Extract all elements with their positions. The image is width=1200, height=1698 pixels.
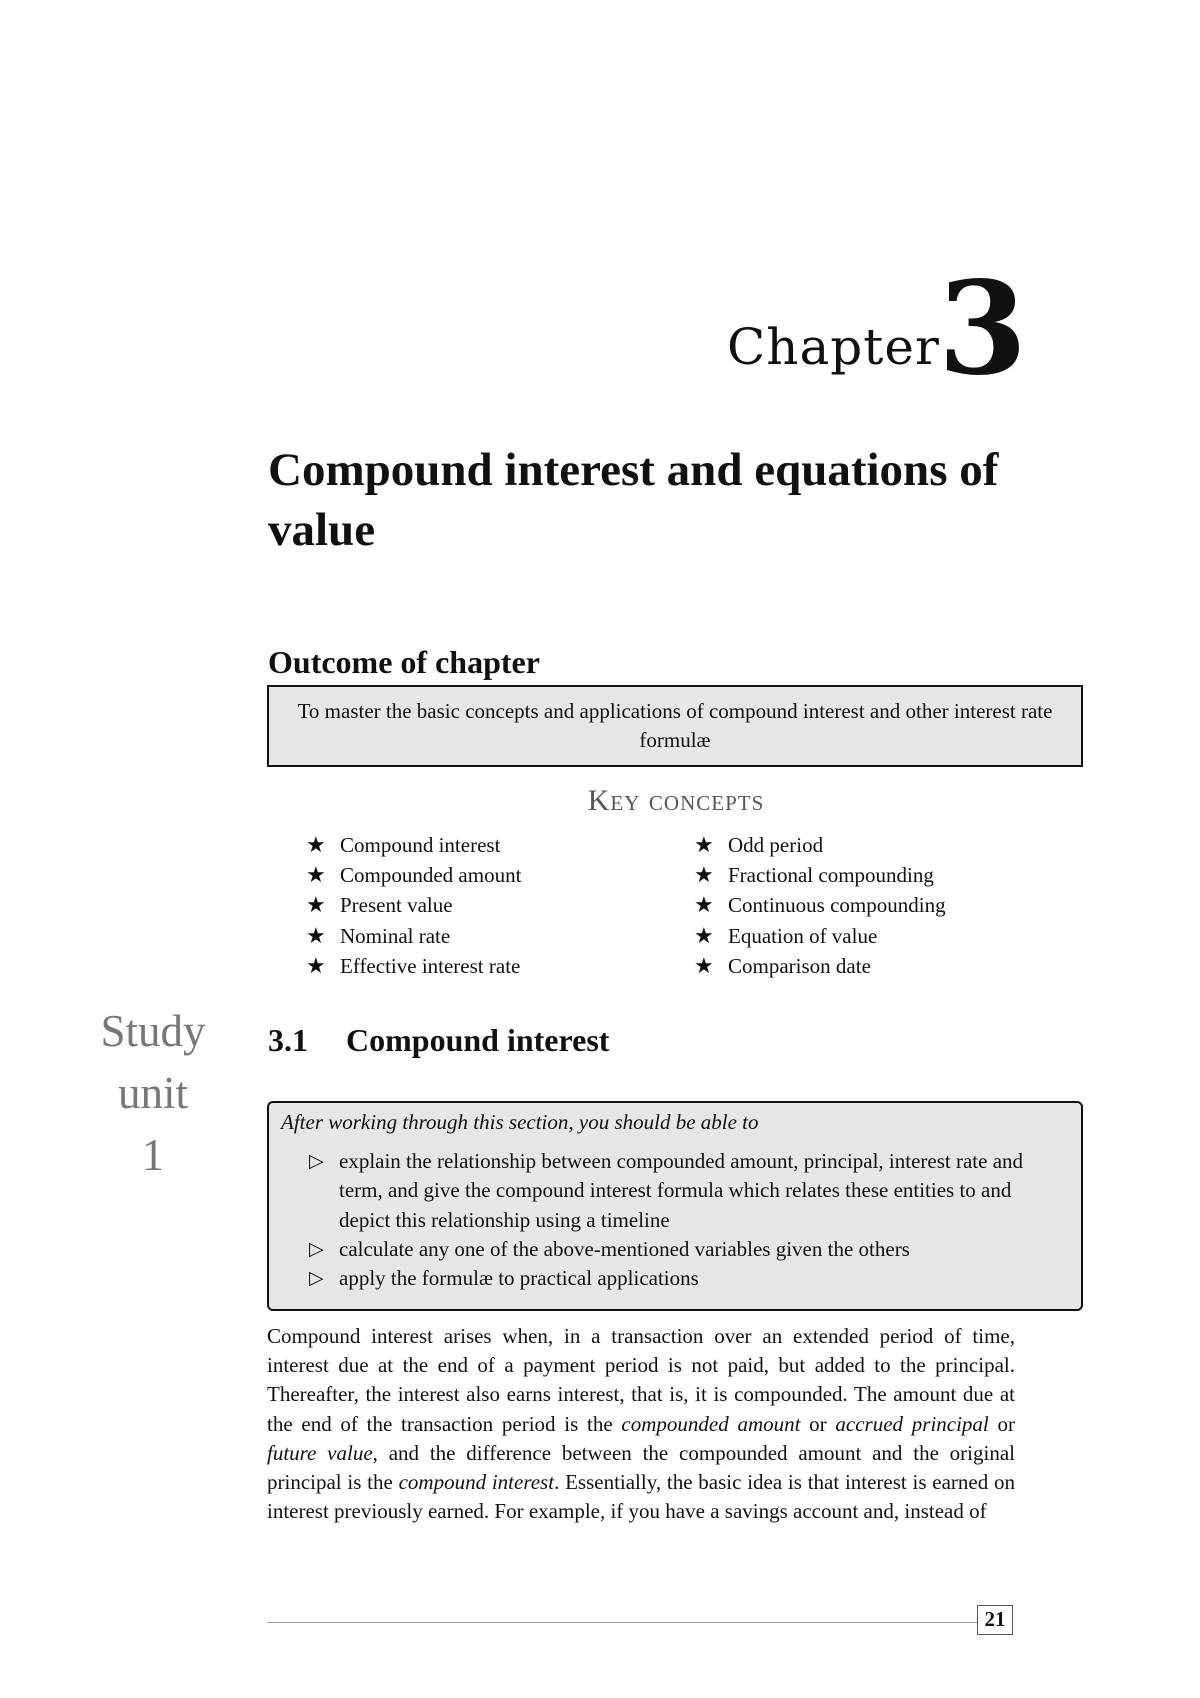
key-concept-label: Present value (340, 893, 453, 918)
star-icon: ★ (694, 892, 714, 918)
outcome-heading: Outcome of chapter (268, 644, 540, 680)
outcome-text: To master the basic concepts and applications of compound interest and other interest rate formulæ (297, 699, 1053, 752)
star-icon: ★ (306, 862, 326, 888)
body-text-run: or (988, 1411, 1016, 1436)
key-concept-label: Odd period (728, 833, 824, 857)
section-heading (268, 1022, 609, 1059)
body-text-run: or (800, 1411, 836, 1436)
objectives-list (281, 1147, 1063, 1293)
key-concept-item (306, 921, 521, 951)
study-unit-margin-note (88, 1000, 218, 1186)
key-concept-label: Continuous compounding (728, 893, 946, 918)
body-emphasis: future value (267, 1440, 373, 1465)
key-concept-label: Compound interest (340, 833, 501, 857)
triangle-bullet-icon: ▷ (309, 1151, 324, 1173)
key-concept-item (306, 830, 521, 860)
star-icon: ★ (694, 952, 714, 978)
key-concept-item (694, 890, 946, 920)
key-concept-label: Fractional compounding (728, 863, 934, 888)
key-concept-item (306, 890, 521, 920)
outcome-box (267, 685, 1083, 767)
chapter-title: Compound interest and equations of value (268, 444, 999, 556)
objective-item (309, 1147, 1063, 1235)
objective-text: apply the formulæ to practical applications (339, 1266, 699, 1291)
body-emphasis: accrued principal (835, 1411, 989, 1436)
key-concepts-heading: Key concepts (587, 784, 765, 817)
key-concepts-left-list (306, 830, 521, 981)
key-concept-item (306, 951, 521, 981)
star-icon: ★ (306, 952, 326, 978)
triangle-bullet-icon: ▷ (309, 1238, 324, 1260)
key-concept-item (694, 951, 946, 981)
star-icon: ★ (694, 832, 714, 857)
margin-note-line: 1 (141, 1130, 165, 1180)
footer-rule (267, 1622, 977, 1623)
key-concept-label: Equation of value (728, 923, 878, 948)
star-icon: ★ (306, 892, 326, 918)
margin-note-line: Study (100, 1006, 206, 1056)
key-concept-item (694, 860, 946, 890)
objective-text: calculate any one of the above-mentioned variables given the others (339, 1236, 910, 1261)
objectives-intro: After working through this section, you should be able to (281, 1110, 759, 1134)
key-concept-label: Nominal rate (340, 923, 451, 948)
key-concept-label: Comparison date (728, 953, 871, 978)
chapter-label: Chapter (727, 318, 940, 376)
star-icon: ★ (694, 922, 714, 948)
objective-item (309, 1264, 1063, 1293)
body-emphasis: compound interest (398, 1470, 555, 1495)
margin-note-line: unit (117, 1068, 188, 1118)
objective-item (309, 1235, 1063, 1264)
star-icon: ★ (306, 832, 326, 857)
triangle-bullet-icon: ▷ (309, 1268, 324, 1290)
section-title: Compound interest (346, 1022, 610, 1058)
body-text-run: , and the difference between the compounded amount and the original principal is the (267, 1440, 1016, 1495)
star-icon: ★ (306, 922, 326, 948)
key-concept-label: Effective interest rate (340, 953, 521, 978)
key-concept-item (694, 921, 946, 951)
body-text-run: . Essentially, the basic idea is that interest is earned on interest previously earned. For example, if you have a savings account and, instead of (267, 1470, 1016, 1524)
learning-objectives-box (267, 1101, 1083, 1311)
key-concept-item (306, 860, 521, 890)
body-emphasis: compounded amount (621, 1411, 801, 1436)
key-concept-item (694, 830, 946, 860)
star-icon: ★ (694, 862, 714, 888)
key-concepts-right-list (694, 830, 946, 981)
body-text-run: Compound interest arises when, in a transaction over an extended period of time, interest due at the end of a payment period is not paid, but added to the principal. Thereafter, the interest also earns interest, that is, it is compounded. The amount due at the end of the transaction period is the (267, 1324, 1015, 1436)
section-number: 3.1 (268, 1022, 308, 1058)
body-paragraph (267, 1322, 1015, 1526)
key-concept-label: Compounded amount (340, 863, 522, 888)
page-number: 21 (977, 1605, 1013, 1635)
objective-text: explain the relationship between compounded amount, principal, interest rate and term, and give the compound interest formula which relates these entities to and depict this relationship using a timeline (339, 1149, 1024, 1232)
chapter-number: 3 (938, 254, 1028, 404)
